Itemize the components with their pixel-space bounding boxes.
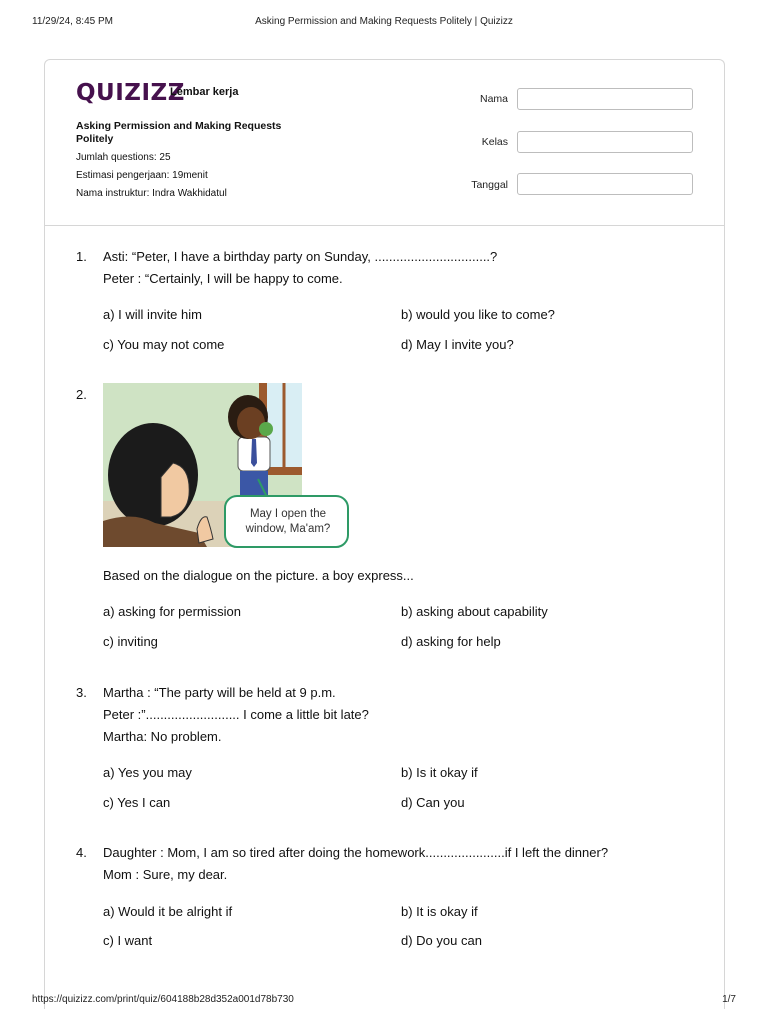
print-url: https://quizizz.com/print/quiz/604188b28d352a001d78b730 (32, 994, 294, 1005)
classroom-illustration (103, 383, 331, 547)
class-field[interactable] (517, 131, 693, 153)
page-number: 1/7 (722, 994, 736, 1005)
worksheet-header (45, 60, 724, 226)
question-number: 3. (76, 685, 87, 700)
question-text: Asti: “Peter, I have a birthday party on Sunday, ................................? (103, 249, 498, 264)
question-text: Mom : Sure, my dear. (103, 867, 228, 882)
option-a: a) Yes you may (103, 765, 192, 780)
print-date: 11/29/24, 8:45 PM (32, 16, 113, 27)
option-a: a) Would it be alright if (103, 904, 233, 919)
option-d: d) Can you (401, 795, 465, 810)
question-text: Based on the dialogue on the picture. a boy express... (103, 568, 414, 583)
quizizz-logo: QUIZIZZ (76, 80, 185, 106)
date-field[interactable] (517, 173, 693, 195)
estimated-duration: Estimasi pengerjaan: 19menit (76, 170, 208, 181)
question-number: 1. (76, 249, 87, 264)
class-label: Kelas (481, 136, 508, 148)
question-text: Peter :”.......................... I come a little bit late? (103, 707, 369, 722)
option-b: b) It is okay if (401, 904, 478, 919)
option-d: d) asking for help (401, 634, 501, 649)
name-label: Nama (479, 93, 508, 105)
question-number: 2. (76, 387, 87, 402)
question-text: Martha : “The party will be held at 9 p.m. (103, 685, 336, 700)
option-c: c) You may not come (103, 337, 225, 352)
option-c: c) inviting (103, 634, 158, 649)
print-page-title: Asking Permission and Making Requests Politely | Quizizz (255, 16, 513, 27)
option-b: b) Is it okay if (401, 765, 478, 780)
question-count: Jumlah questions: 25 (76, 152, 171, 163)
instructor-name: Nama instruktur: Indra Wakhidatul (76, 188, 227, 199)
option-a: a) I will invite him (103, 307, 202, 322)
question-number: 4. (76, 845, 87, 860)
option-a: a) asking for permission (103, 604, 241, 619)
speech-bubble-line-1: May I open the (249, 508, 327, 520)
name-field[interactable] (517, 88, 693, 110)
option-c: c) Yes I can (103, 795, 171, 810)
print-header (32, 16, 736, 30)
question-text: Martha: No problem. (103, 729, 222, 744)
option-d: d) Do you can (401, 933, 482, 948)
sheet-kind: Lembar kerja (170, 86, 239, 98)
question-text: Daughter : Mom, I am so tired after doing the homework......................if I left the dinner? (103, 845, 609, 860)
quiz-title: Asking Permission and Making Requests Politely (76, 120, 282, 145)
print-footer (32, 994, 736, 1008)
date-label: Tanggal (471, 179, 508, 191)
option-b: b) would you like to come? (401, 307, 555, 322)
speech-bubble-line-2: window, Ma'am? (245, 523, 331, 535)
option-b: b) asking about capability (401, 604, 548, 619)
option-d: d) May I invite you? (401, 337, 514, 352)
question-text: Peter : “Certainly, I will be happy to come. (103, 271, 343, 286)
option-c: c) I want (103, 933, 153, 948)
